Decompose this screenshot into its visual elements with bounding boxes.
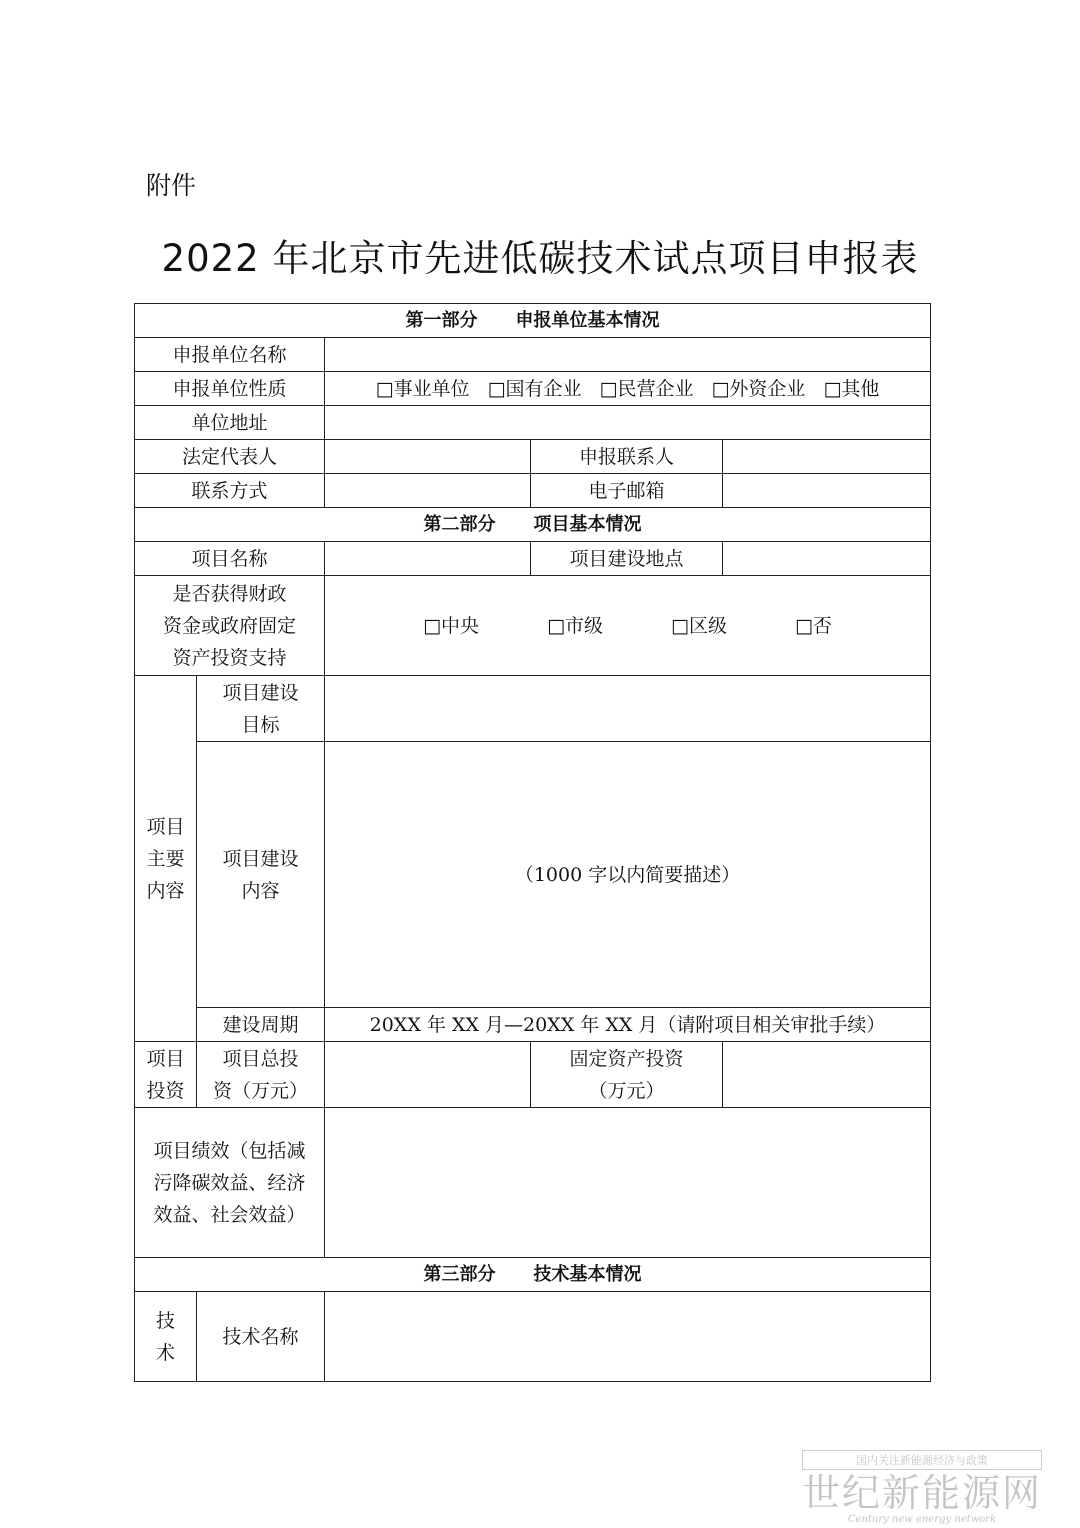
part3-header bbox=[135, 1258, 931, 1292]
content-hint: （1000 字以内简要描述） bbox=[514, 863, 741, 886]
funding-label-line1: 是否获得财政 bbox=[172, 582, 287, 605]
address-row bbox=[135, 406, 931, 440]
option-central[interactable]: □中央 bbox=[423, 614, 480, 637]
part2-header bbox=[135, 508, 931, 542]
project-name-row bbox=[135, 542, 931, 576]
email-field[interactable] bbox=[723, 474, 931, 508]
period-label: 建设周期 bbox=[197, 1008, 325, 1042]
tech-label-line1: 技 bbox=[155, 1309, 175, 1332]
contact-row bbox=[135, 474, 931, 508]
funding-row bbox=[135, 576, 931, 676]
part3-title: 技术基本情况 bbox=[533, 1263, 642, 1285]
unit-nature-options bbox=[325, 372, 931, 406]
investment-label bbox=[135, 1042, 197, 1108]
part1-header bbox=[135, 304, 931, 338]
content-row bbox=[135, 742, 931, 1008]
main-content-label-line1: 项目 bbox=[146, 815, 185, 838]
investment-row bbox=[135, 1042, 931, 1108]
part2-number: 第二部分 bbox=[423, 513, 496, 535]
part1-title: 申报单位基本情况 bbox=[515, 309, 660, 331]
fixed-invest-label bbox=[531, 1042, 723, 1108]
total-invest-label-line2: 资（万元） bbox=[212, 1079, 308, 1102]
funding-label-line2: 资金或政府固定 bbox=[162, 614, 296, 637]
contact-person-label: 申报联系人 bbox=[531, 440, 723, 474]
project-site-label: 项目建设地点 bbox=[531, 542, 723, 576]
contact-method-label: 联系方式 bbox=[135, 474, 325, 508]
unit-name-label: 申报单位名称 bbox=[135, 338, 325, 372]
performance-label bbox=[135, 1108, 325, 1258]
main-content-label-line3: 内容 bbox=[146, 879, 185, 902]
project-site-field[interactable] bbox=[723, 542, 931, 576]
total-invest-field[interactable] bbox=[325, 1042, 531, 1108]
option-private[interactable]: □民营企业 bbox=[599, 377, 694, 400]
project-name-label: 项目名称 bbox=[135, 542, 325, 576]
part1-number: 第一部分 bbox=[405, 309, 478, 331]
content-label-line2: 内容 bbox=[241, 879, 280, 902]
watermark-tagline: 国内关注新能源经济与政策 bbox=[802, 1450, 1042, 1470]
period-row bbox=[135, 1008, 931, 1042]
unit-name-field[interactable] bbox=[325, 338, 931, 372]
fixed-invest-field[interactable] bbox=[723, 1042, 931, 1108]
tech-label bbox=[135, 1292, 197, 1382]
total-invest-label-line1: 项目总投 bbox=[222, 1047, 299, 1070]
watermark-brand: 世纪新能源网 bbox=[801, 1471, 1042, 1515]
performance-field[interactable] bbox=[325, 1108, 931, 1258]
attachment-label: 附件 bbox=[146, 171, 197, 200]
fixed-invest-label-line2: （万元） bbox=[588, 1079, 665, 1102]
performance-row bbox=[135, 1108, 931, 1258]
option-district[interactable]: □区级 bbox=[671, 614, 727, 637]
goal-label-line2: 目标 bbox=[241, 713, 280, 736]
investment-label-line2: 投资 bbox=[146, 1079, 185, 1102]
option-foreign[interactable]: □外资企业 bbox=[711, 377, 806, 400]
unit-name-row bbox=[135, 338, 931, 372]
part3-number: 第三部分 bbox=[423, 1263, 496, 1285]
total-invest-label bbox=[197, 1042, 325, 1108]
goal-label bbox=[197, 676, 325, 742]
option-state-owned[interactable]: □国有企业 bbox=[487, 377, 582, 400]
document-title: 2022 年北京市先进低碳技术试点项目申报表 bbox=[161, 237, 919, 280]
main-content-label bbox=[135, 676, 197, 1042]
funding-label-line3: 资产投资支持 bbox=[172, 646, 287, 669]
watermark-subtitle: Century new energy network bbox=[847, 1514, 997, 1525]
legal-rep-field[interactable] bbox=[325, 440, 531, 474]
investment-label-line1: 项目 bbox=[146, 1047, 185, 1070]
project-name-field[interactable] bbox=[325, 542, 531, 576]
option-public-institution[interactable]: □事业单位 bbox=[375, 377, 470, 400]
fixed-invest-label-line1: 固定资产投资 bbox=[569, 1047, 684, 1070]
address-label: 单位地址 bbox=[135, 406, 325, 440]
period-value[interactable]: 20XX 年 XX 月—20XX 年 XX 月（请附项目相关审批手续） bbox=[325, 1008, 931, 1042]
content-label-line1: 项目建设 bbox=[222, 847, 299, 870]
contact-method-field[interactable] bbox=[325, 474, 531, 508]
tech-label-line2: 术 bbox=[155, 1341, 175, 1364]
watermark-logo bbox=[802, 1450, 1042, 1525]
legal-rep-label: 法定代表人 bbox=[135, 440, 325, 474]
option-none[interactable]: □否 bbox=[794, 614, 832, 637]
unit-nature-label: 申报单位性质 bbox=[135, 372, 325, 406]
unit-nature-row bbox=[135, 372, 931, 406]
option-other[interactable]: □其他 bbox=[823, 377, 880, 400]
performance-label-line3: 效益、社会效益） bbox=[153, 1203, 306, 1226]
performance-label-line1: 项目绩效（包括减 bbox=[153, 1139, 306, 1162]
legal-rep-row bbox=[135, 440, 931, 474]
goal-label-line1: 项目建设 bbox=[222, 681, 299, 704]
part2-header-row bbox=[135, 508, 931, 542]
application-form-table bbox=[134, 303, 931, 1382]
content-label bbox=[197, 742, 325, 1008]
goal-row bbox=[135, 676, 931, 742]
tech-name-row bbox=[135, 1292, 931, 1382]
tech-name-label: 技术名称 bbox=[197, 1292, 325, 1382]
email-label: 电子邮箱 bbox=[531, 474, 723, 508]
address-field[interactable] bbox=[325, 406, 931, 440]
part3-header-row bbox=[135, 1258, 931, 1292]
main-content-label-line2: 主要 bbox=[146, 847, 185, 870]
performance-label-line2: 污降碳效益、经济 bbox=[153, 1171, 306, 1194]
option-municipal[interactable]: □市级 bbox=[547, 614, 604, 637]
funding-options bbox=[325, 576, 931, 676]
part1-header-row bbox=[135, 304, 931, 338]
funding-label bbox=[135, 576, 325, 676]
goal-field[interactable] bbox=[325, 676, 931, 742]
contact-person-field[interactable] bbox=[723, 440, 931, 474]
tech-name-field[interactable] bbox=[325, 1292, 931, 1382]
part2-title: 项目基本情况 bbox=[533, 513, 642, 535]
content-field[interactable] bbox=[325, 742, 931, 1008]
